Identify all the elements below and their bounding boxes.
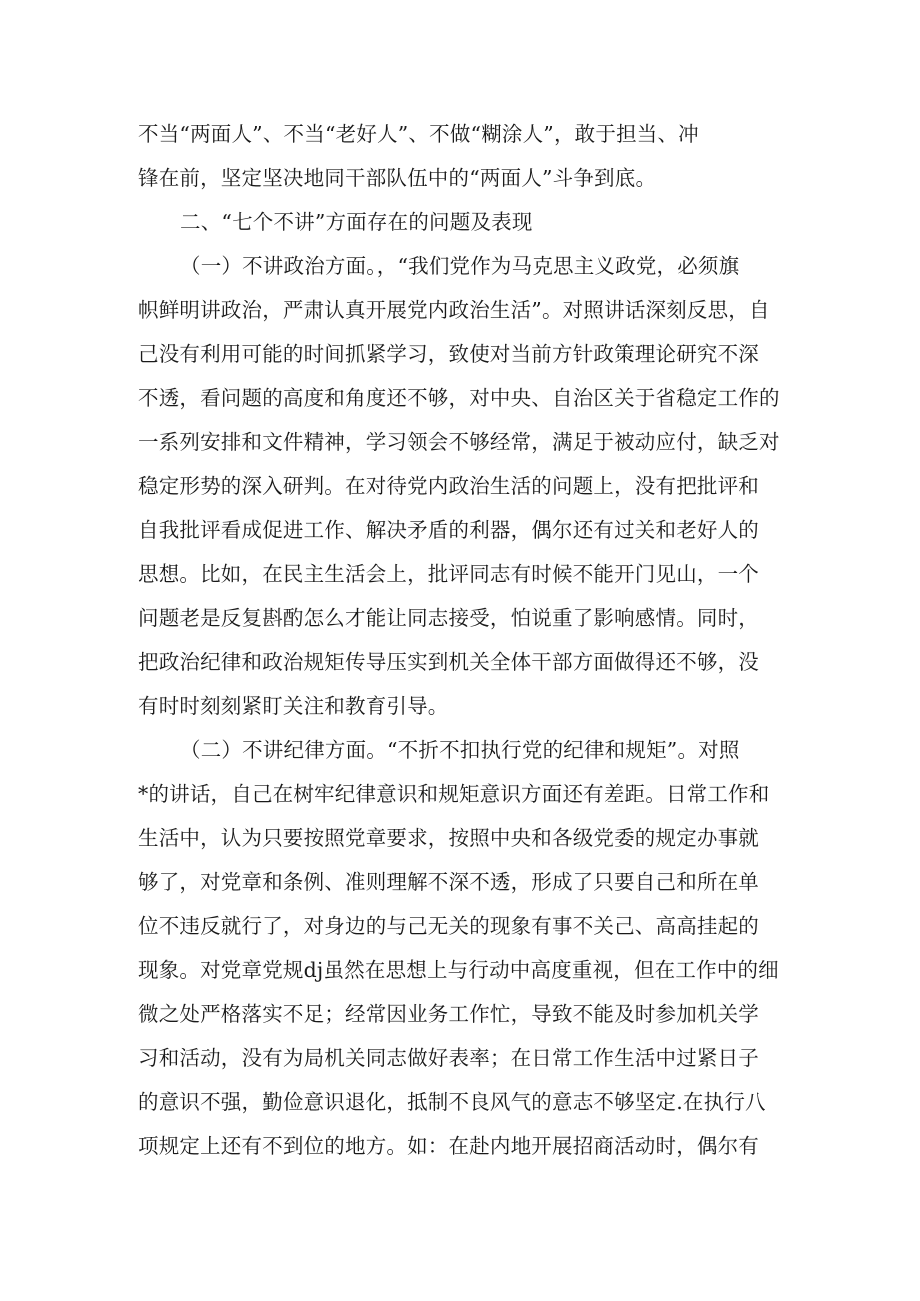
- subsection-heading-2: （二）不讲纪律方面。“不折不扣执行党的纪律和规矩”。对照: [180, 738, 740, 762]
- text-line: 自我批评看成促进工作、解决矛盾的利器，偶尔还有过关和老好人的: [138, 518, 759, 542]
- text-line: 问题老是反复斟酌怎么才能让同志接受，怕说重了影响感情。同时，: [138, 606, 759, 630]
- text-line: 位不违反就行了，对身边的与己无关的现象有事不关己、高高挂起的: [138, 914, 759, 938]
- text-line: 现象。对党章党规dj虽然在思想上与行动中高度重视，但在工作中的细: [138, 958, 779, 982]
- text-line: 微之处严格落实不足；经常因业务工作忙，导致不能及时参加机关学: [138, 1002, 759, 1026]
- subsection-heading-1: （一）不讲政治方面。，“我们党作为马克思主义政党，必须旗: [180, 254, 740, 278]
- text-line: 思想。比如，在民主生活会上，批评同志有时候不能开门见山，一个: [138, 562, 759, 586]
- section-heading: 二、“七个不讲”方面存在的问题及表现: [180, 210, 533, 234]
- text-line: 不透，看问题的高度和角度还不够，对中央、自治区关于省稳定工作的: [138, 386, 780, 410]
- text-line: 够了，对党章和条例、准则理解不深不透，形成了只要自己和所在单: [138, 870, 759, 894]
- text-line: *的讲话，自己在树牢纪律意识和规矩意识方面还有差距。日常工作和: [138, 782, 770, 806]
- text-line: 锋在前，坚定坚决地同干部队伍中的“两面人”斗争到底。: [138, 166, 657, 190]
- text-line: 有时时刻刻紧盯关注和教育引导。: [138, 694, 449, 718]
- text-line: 生活中，认为只要按照党章要求，按照中央和各级党委的规定办事就: [138, 826, 759, 850]
- text-line: 项规定上还有不到位的地方。如：在赴内地开展招商活动时，偶尔有: [138, 1134, 759, 1158]
- text-line: 不当“两面人”、不当“老好人”、不做“糊涂人”，敢于担当、冲: [138, 122, 699, 146]
- text-line: 的意识不强，勤俭意识退化，抵制不良风气的意志不够坚定.在执行八: [138, 1090, 766, 1114]
- text-line: 把政治纪律和政治规矩传导压实到机关全体干部方面做得还不够，没: [138, 650, 759, 674]
- text-line: 一系列安排和文件精神，学习领会不够经常，满足于被动应付，缺乏对: [138, 430, 780, 454]
- text-line: 帜鲜明讲政治，严肃认真开展党内政治生活”。对照讲话深刻反思，自: [138, 298, 770, 322]
- text-line: 稳定形势的深入研判。在对待党内政治生活的问题上，没有把批评和: [138, 474, 759, 498]
- text-line: 习和活动，没有为局机关同志做好表率；在日常工作生活中过紧日子: [138, 1046, 759, 1070]
- text-line: 己没有利用可能的时间抓紧学习，致使对当前方针政策理论研究不深: [138, 342, 759, 366]
